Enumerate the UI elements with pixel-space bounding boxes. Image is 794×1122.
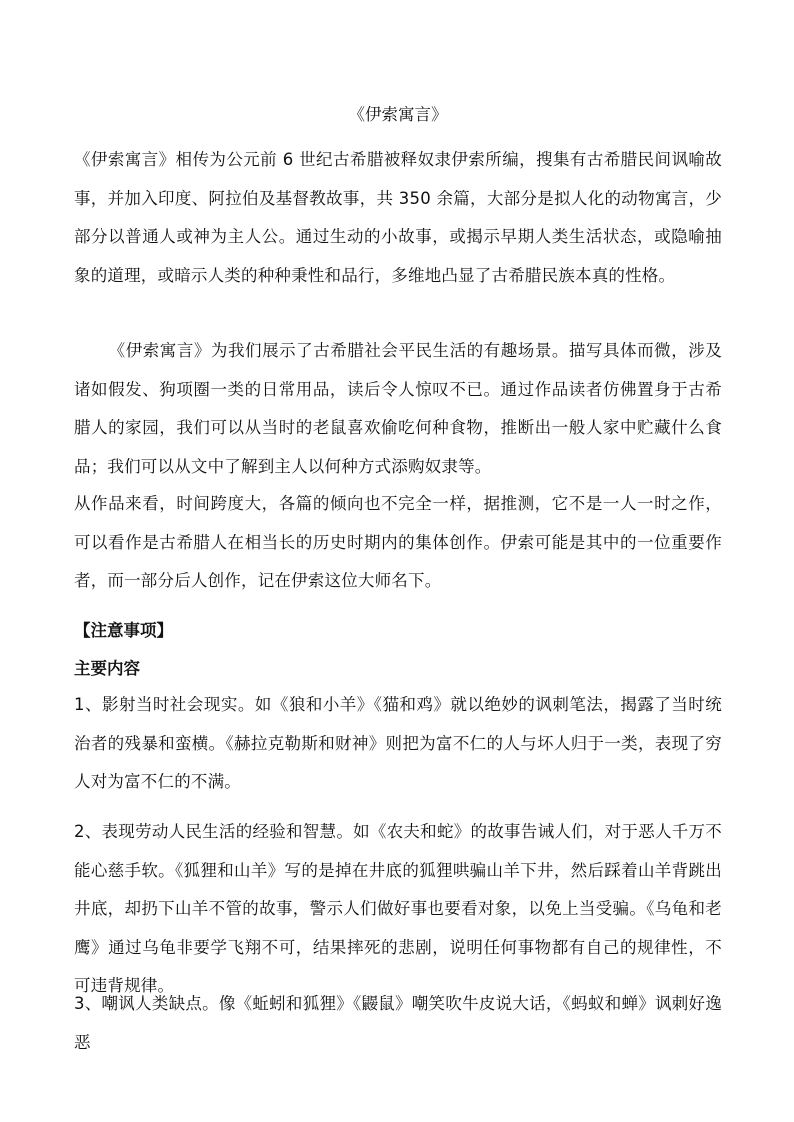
document-title: 《伊索寓言》 bbox=[348, 105, 448, 124]
authorship-paragraph: 从作品来看，时间跨度大，各篇的倾向也不完全一样，据推测，它不是一人一时之作，可以看作是古希腊人在相当长的历史时期内的集体创作。伊索可能是其中的一位重要作者，而一部分后人创作，记在伊索这位大师名下。 bbox=[74, 494, 722, 590]
scenes-paragraph: 《伊索寓言》为我们展示了古希腊社会平民生活的有趣场景。描写具体而微，涉及诸如假发、狗项圈一类的日常用品，读后令人惊叹不已。通过作品读者仿佛置身于古希腊人的家园，我们可以从当时的老鼠喜欢偷吃何种食物，推断出一般人家中贮藏什么食品；我们可以从文中了解到主人以何种方式添购奴隶等。 bbox=[74, 341, 722, 476]
list-item: 3、嘲讽人类缺点。像《蚯蚓和狐狸》《鼹鼠》嘲笑吹牛皮说大话，《蚂蚁和蝉》讽刺好逸恶 bbox=[74, 994, 722, 1052]
list-item: 1、影射当时社会现实。如《狼和小羊》《猫和鸡》就以绝妙的讽刺笔法，揭露了当时统治者的残暴和蛮横。《赫拉克勒斯和财神》则把为富不仁的人与坏人归于一类，表现了穷人对为富不仁的不满。 bbox=[74, 695, 722, 791]
list-item: 2、表现劳动人民生活的经验和智慧。如《农夫和蛇》的故事告诫人们，对于恶人千万不能心慈手软。《狐狸和山羊》写的是掉在井底的狐狸哄骗山羊下井，然后踩着山羊背跳出井底，却扔下山羊不管的故事，警示人们做好事也要看对象，以免上当受骗。《乌龟和老鹰》通过乌龟非要学飞翔不可，结果摔死的悲剧，说明任何事物都有自己的规律性，不可违背规律。 bbox=[74, 822, 722, 995]
intro-paragraph: 《伊索寓言》相传为公元前 6 世纪古希腊被释奴隶伊索所编，搜集有古希腊民间讽喻故事，并加入印度、阿拉伯及基督教故事，共 350 余篇，大部分是拟人化的动物寓言，少部分以普通人或神为主人公。通过生动的小故事，或揭示早期人类生活状态，或隐喻抽象的道理，或暗示人类的种种秉性和品行，多维地凸显了古希腊民族本真的性格。 bbox=[74, 150, 722, 285]
main-content-heading: 主要内容 bbox=[74, 659, 140, 678]
notes-heading: 【注意事项】 bbox=[74, 621, 173, 640]
